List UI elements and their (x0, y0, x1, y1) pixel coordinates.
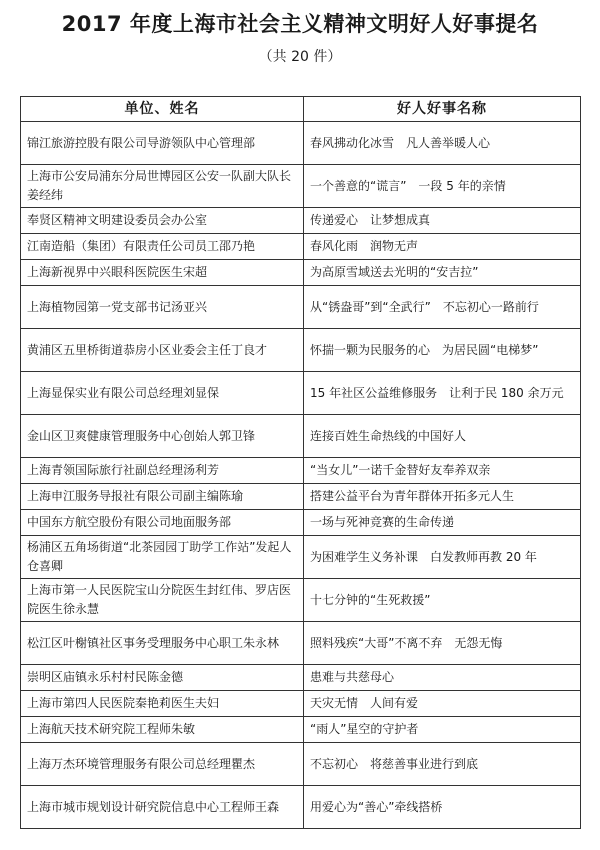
unit-cell: 上海新视界中兴眼科医院医生宋超 (21, 260, 304, 286)
unit-cell: 黄浦区五里桥街道恭房小区业委会主任丁良才 (21, 329, 304, 372)
deed-cell: 患难与共慈母心 (304, 665, 581, 691)
deed-cell: “雨人”星空的守护者 (304, 717, 581, 743)
table-row (21, 691, 581, 717)
deed-cell: 传递爱心 让梦想成真 (304, 208, 581, 234)
unit-cell: 上海植物园第一党支部书记汤亚兴 (21, 286, 304, 329)
deed-cell: 十七分钟的“生死救援” (304, 579, 581, 622)
unit-cell: 中国东方航空股份有限公司地面服务部 (21, 510, 304, 536)
table-row (21, 536, 581, 579)
table-row (21, 458, 581, 484)
deed-cell: 春风化雨 润物无声 (304, 234, 581, 260)
table-row (21, 786, 581, 829)
deed-cell: 连接百姓生命热线的中国好人 (304, 415, 581, 458)
table-row (21, 208, 581, 234)
deed-cell: “当女儿”一诺千金替好友奉养双亲 (304, 458, 581, 484)
table-row (21, 665, 581, 691)
unit-cell: 江南造船（集团）有限责任公司员工邵乃艳 (21, 234, 304, 260)
table-row (21, 286, 581, 329)
unit-cell: 上海申江服务导报社有限公司副主编陈瑜 (21, 484, 304, 510)
unit-cell: 金山区卫爽健康管理服务中心创始人郭卫锋 (21, 415, 304, 458)
table-row (21, 622, 581, 665)
deed-cell: 15 年社区公益维修服务 让利于民 180 余万元 (304, 372, 581, 415)
unit-cell: 上海万杰环境管理服务有限公司总经理瞿杰 (21, 743, 304, 786)
deed-cell: 搭建公益平台为青年群体开拓多元人生 (304, 484, 581, 510)
unit-cell: 杨浦区五角场街道“北茶园园丁助学工作站”发起人仓喜卿 (21, 536, 304, 579)
deed-cell: 为困难学生义务补课 白发教师再教 20 年 (304, 536, 581, 579)
unit-cell: 上海市城市规划设计研究院信息中心工程师王森 (21, 786, 304, 829)
unit-cell: 崇明区庙镇永乐村村民陈金德 (21, 665, 304, 691)
table-row (21, 717, 581, 743)
table-row (21, 484, 581, 510)
table-row (21, 743, 581, 786)
deed-cell: 春风拂动化冰雪 凡人善举暖人心 (304, 122, 581, 165)
deed-cell: 不忘初心 将慈善事业进行到底 (304, 743, 581, 786)
unit-cell: 上海航天技术研究院工程师朱敏 (21, 717, 304, 743)
table-body (21, 122, 581, 829)
page-subtitle: （共 20 件） (258, 49, 342, 65)
nomination-table (20, 96, 581, 829)
deed-cell: 怀揣一颗为民服务的心 为居民圆“电梯梦” (304, 329, 581, 372)
table-row (21, 415, 581, 458)
deed-cell: 一个善意的“谎言” 一段 5 年的亲情 (304, 165, 581, 208)
unit-cell: 上海青领国际旅行社副总经理汤利芳 (21, 458, 304, 484)
deed-cell: 一场与死神竞赛的生命传递 (304, 510, 581, 536)
table-row (21, 372, 581, 415)
unit-cell: 上海市公安局浦东分局世博园区公安一队副大队长姜经纬 (21, 165, 304, 208)
table-row (21, 260, 581, 286)
page-title: 2017 年度上海市社会主义精神文明好人好事提名 (61, 12, 539, 36)
deed-cell: 从“锈盎哥”到“全武行” 不忘初心一路前行 (304, 286, 581, 329)
deed-cell: 照料残疾“大哥”不离不弃 无怨无悔 (304, 622, 581, 665)
table-row (21, 579, 581, 622)
unit-cell: 上海市第四人民医院秦艳莉医生夫妇 (21, 691, 304, 717)
table-row (21, 122, 581, 165)
header-deed-name: 好人好事名称 (304, 97, 581, 122)
unit-cell: 锦江旅游控股有限公司导游领队中心管理部 (21, 122, 304, 165)
deed-cell: 为高原雪域送去光明的“安吉拉” (304, 260, 581, 286)
unit-cell: 奉贤区精神文明建设委员会办公室 (21, 208, 304, 234)
table-header-row (21, 97, 581, 122)
deed-cell: 用爱心为“善心”牵线搭桥 (304, 786, 581, 829)
header-unit-name: 单位、姓名 (21, 97, 304, 122)
unit-cell: 上海显保实业有限公司总经理刘显保 (21, 372, 304, 415)
unit-cell: 上海市第一人民医院宝山分院医生封红伟、罗店医院医生徐永慧 (21, 579, 304, 622)
table-row (21, 329, 581, 372)
table-row (21, 165, 581, 208)
deed-cell: 天灾无情 人间有爱 (304, 691, 581, 717)
table-row (21, 510, 581, 536)
table-row (21, 234, 581, 260)
unit-cell: 松江区叶榭镇社区事务受理服务中心职工朱永林 (21, 622, 304, 665)
